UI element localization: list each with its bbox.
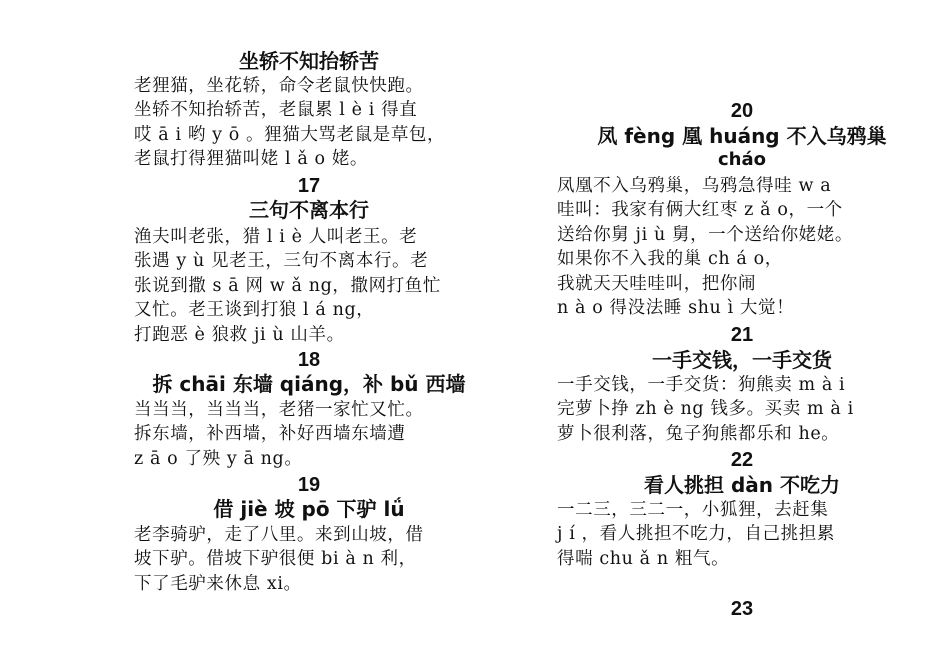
text-line: 下了毛驴来休息 xi。 (134, 573, 302, 594)
section-body (134, 398, 484, 471)
section-title: 凤 fèng 凰 huáng 不入乌鸦巢 (597, 124, 887, 148)
section-body (134, 523, 484, 596)
text-line: 老狸猫，坐花轿，命令老鼠快快跑。 (134, 76, 424, 96)
section-body (557, 498, 927, 571)
section-number: 18 (297, 349, 321, 371)
text-line: 得喘 chu ǎ n 粗气。 (557, 548, 730, 569)
section-number: 21 (730, 324, 754, 346)
section-title: 看人挑担 dàn 不吃力 (644, 473, 840, 497)
section-body (557, 174, 927, 320)
text-line: 老鼠打得狸猫叫姥 l ǎ o 姥。 (134, 149, 369, 170)
section-body (134, 74, 484, 172)
text-line: 一手交钱，一手交货：狗熊卖 m à i (557, 375, 846, 395)
section-title: 一手交钱，一手交货 (652, 348, 832, 372)
text-line: 拆东墙，补西墙，补好西墙东墙遭 (134, 424, 406, 445)
text-line: 坡下驴。借坡下驴很便 bi à n 利， (134, 549, 417, 570)
section-title: 借 jiè 坡 pō 下驴 lǘ (213, 497, 405, 521)
section-number: 23 (730, 598, 754, 620)
text-line: 如果你不入我的巢 ch á o， (557, 249, 783, 270)
section-body (557, 373, 927, 446)
text-line: n à o 得没法睡 shu ì 大觉！ (557, 297, 795, 318)
section-title: 坐轿不知抬轿苦 (239, 49, 379, 73)
text-line: 当当当，当当当，老猪一家忙又忙。 (134, 400, 424, 420)
section-title: 拆 chāi 东墙 qiáng，补 bǔ 西墙 (152, 372, 466, 396)
text-line: 完萝卜挣 zh è ng 钱多。买卖 m à i (557, 399, 854, 420)
text-line: 坐轿不知抬轿苦，老鼠累 l è i 得直 (134, 100, 418, 121)
text-line: 一二三，三二一，小狐狸，去赶集 (557, 500, 829, 520)
text-line: 萝卜很利落，兔子狗熊都乐和 he。 (557, 423, 840, 444)
text-line: 渔夫叫老张，猎 l i è 人叫老王。老 (134, 227, 418, 247)
section-title: 三句不离本行 (249, 198, 369, 222)
text-line: 送给你舅 ji ù 舅，一个送给你姥姥。 (557, 224, 853, 245)
text-line: 张遇 y ù 见老王，三句不离本行。老 (134, 251, 429, 272)
section-title-continuation: cháo (718, 149, 766, 170)
text-line: 张说到撒 s ā 网 w ǎ ng，撒网打鱼忙 (134, 275, 441, 296)
text-line: z ā o 了殃 y ā ng。 (134, 448, 303, 469)
text-line: 哎 ā i 哟 y ō 。狸猫大骂老鼠是草包， (134, 124, 446, 145)
section-number: 19 (297, 474, 321, 496)
section-number: 22 (730, 449, 754, 471)
text-line: 老李骑驴，走了八里。来到山坡，借 (134, 525, 424, 545)
text-line: 又忙。老王谈到打狼 l á ng， (134, 300, 375, 321)
section-number: 17 (297, 175, 321, 197)
text-line: 凤凰不入乌鸦巢，乌鸦急得哇 w a (557, 176, 832, 196)
section-body (134, 225, 484, 347)
text-line: 我就天天哇哇叫，把你闹 (557, 273, 757, 294)
section-number: 20 (730, 100, 754, 122)
text-line: 打跑恶 è 狼救 ji ù 山羊。 (134, 324, 345, 345)
text-line: j í ，看人挑担不吃力，自己挑担累 (557, 524, 835, 545)
text-line: 哇叫：我家有俩大红枣 z ǎ o，一个 (557, 200, 843, 221)
